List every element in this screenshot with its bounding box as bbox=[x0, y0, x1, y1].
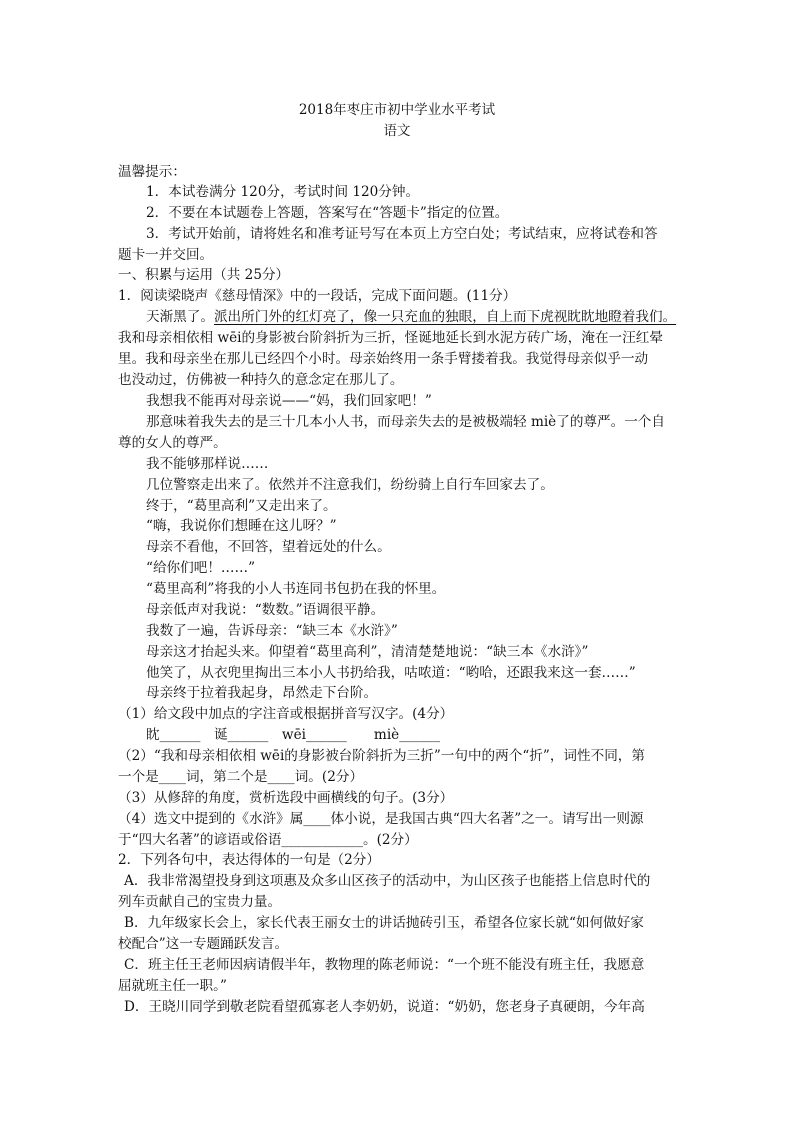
text-line bbox=[146, 558, 255, 578]
text-line-content: 我和母亲相依相 wēi的身影被台阶斜折为三折，怪诞地延长到水泥方砖广场，淹在一汪红晕 bbox=[118, 330, 663, 346]
text-line-content: “葛里高利”将我的小人书连同书包扔在我的怀里。 bbox=[146, 581, 446, 597]
text-line bbox=[146, 683, 377, 703]
text-line bbox=[118, 349, 648, 369]
text-line bbox=[146, 475, 554, 495]
text-line bbox=[146, 224, 658, 244]
text-line-content: 温馨提示： bbox=[118, 164, 186, 180]
text-line-content: 母亲不看他，不回答，望着远处的什么。 bbox=[146, 539, 391, 555]
text-line bbox=[146, 454, 268, 474]
text-line-content: （3）从修辞的角度，赏析选段中画横线的句子。(3分） bbox=[118, 790, 454, 806]
text-line bbox=[118, 286, 516, 306]
text-line-content: 天渐黑了。 bbox=[146, 309, 214, 325]
text-line-content: C．班主任王老师因病请假半年，教物理的陈老师说：“一个班不能没有班主任，我愿意 bbox=[124, 957, 645, 973]
text-line bbox=[146, 516, 337, 536]
text-line-content: 几位警察走出来了。依然并不注意我们，纷纷骑上自行车回家去了。 bbox=[146, 477, 554, 493]
text-line-content: 终于，“葛里高利”又走出来了。 bbox=[146, 498, 337, 514]
text-line bbox=[146, 579, 445, 599]
text-line bbox=[118, 704, 453, 724]
text-line-content: 母亲低声对我说：“数数。”语调很平静。 bbox=[146, 602, 385, 618]
text-line-content: B．九年级家长会上，家长代表王丽女士的讲话抛砖引玉，希望各位家长就“如何做好家 bbox=[124, 915, 644, 931]
text-line bbox=[146, 621, 398, 641]
text-line-content: 列车贡献自己的宝贵力量。 bbox=[118, 894, 282, 910]
text-line bbox=[146, 642, 588, 662]
text-line-content: “给你们吧！……” bbox=[146, 560, 256, 576]
text-line-content: 我不能够那样说…… bbox=[146, 456, 269, 472]
text-line-content: 我想我不能再对母亲说——“妈，我们回家吧！” bbox=[146, 393, 432, 409]
text-line bbox=[118, 767, 363, 787]
text-line bbox=[118, 433, 227, 453]
text-line bbox=[124, 913, 644, 933]
text-line bbox=[146, 537, 391, 557]
text-line-content: 2．下列各句中，表达得体的一句是（2分） bbox=[118, 852, 380, 868]
text-line-content: （2）“我和母亲相依相 wēi的身影被台阶斜折为三折”一句中的两个“折”，词性不同，第 bbox=[118, 748, 645, 764]
underlined-sentence: 派出所门外的红灯亮了，像一只充血的独眼，自上而下虎视眈眈地瞪着我们。 bbox=[213, 309, 677, 325]
text-line-content: 里。我和母亲坐在那儿已经四个小时。母亲始终用一条手臂搂着我。我觉得母亲似乎一动 bbox=[118, 351, 649, 367]
text-line-content: （4）选文中提到的《水浒》属____体小说，是我国古典“四大名著”之一。请写出一则源 bbox=[118, 811, 644, 827]
text-line bbox=[146, 203, 508, 223]
text-line bbox=[124, 997, 645, 1017]
text-line-content: 一、积累与运用（共 25分） bbox=[118, 267, 290, 283]
exam-subject: 语文 bbox=[383, 123, 411, 139]
text-line-content: 那意味着我失去的是三十几本小人书，而母亲失去的是被极端轻 miè了的尊严。一个自 bbox=[146, 414, 665, 430]
text-line-content: A．我非常渴望投身到这项惠及众多山区孩子的活动中，为山区孩子也能搭上信息时代的 bbox=[124, 873, 651, 889]
text-line bbox=[118, 746, 645, 766]
text-line bbox=[118, 788, 453, 808]
text-line-content: 屈就班主任一职。” bbox=[118, 978, 227, 994]
text-line bbox=[118, 830, 418, 850]
text-line bbox=[146, 391, 432, 411]
text-line-content: 题卡一并交回。 bbox=[118, 247, 214, 263]
text-line bbox=[118, 245, 213, 265]
text-line-content: 他笑了，从衣兜里掏出三本小人书扔给我，咕哝道：“哟哈，还跟我来这一套……” bbox=[146, 665, 636, 681]
text-line-content: 母亲这才抬起头来。仰望着“葛里高利”，清清楚楚地说：“缺三本《水浒》” bbox=[146, 644, 589, 660]
text-line-content: 1．阅读梁晓声《慈母情深》中的一段话，完成下面问题。(11分） bbox=[118, 288, 517, 304]
text-line bbox=[146, 307, 676, 327]
text-line-content: 1．本试卷满分 120分，考试时间 120分钟。 bbox=[146, 184, 420, 200]
text-line bbox=[124, 871, 650, 891]
text-line-content: 眈______ 诞______ wēi______ miè______ bbox=[146, 727, 440, 743]
text-line bbox=[118, 850, 380, 870]
text-line bbox=[118, 976, 227, 996]
text-line bbox=[118, 328, 663, 348]
text-line bbox=[146, 663, 636, 683]
text-line-content: 尊的女人的尊严。 bbox=[118, 435, 227, 451]
text-line-content: 也没动过，仿佛被一种持久的意念定在那儿了。 bbox=[118, 372, 404, 388]
text-line bbox=[118, 934, 288, 954]
text-line-content: 于“四大名著”的谚语或俗语____________。(2分） bbox=[118, 832, 418, 848]
text-line bbox=[118, 265, 289, 285]
exam-title: 2018年枣庄市初中学业水平考试 bbox=[298, 102, 496, 118]
text-line bbox=[146, 182, 419, 202]
text-line-content: “嗨，我说你们想睡在这儿呀？” bbox=[146, 518, 337, 534]
text-line-content: 一个是____词，第二个是____词。(2分） bbox=[118, 769, 364, 785]
text-line bbox=[146, 725, 440, 745]
text-line-content: 我数了一遍，告诉母亲：“缺三本《水浒》” bbox=[146, 623, 398, 639]
text-line bbox=[146, 496, 337, 516]
text-line bbox=[124, 955, 644, 975]
text-line bbox=[146, 412, 665, 432]
text-line-content: 3．考试开始前，请将姓名和准考证号写在本页上方空白处；考试结束，应将试卷和答 bbox=[146, 226, 658, 242]
text-line-content: D．王晓川同学到敬老院看望孤寡老人李奶奶，说道：“奶奶，您老身子真硬朗，今年高 bbox=[124, 999, 645, 1015]
text-line bbox=[118, 162, 186, 182]
text-line-content: 母亲终于拉着我起身，昂然走下台阶。 bbox=[146, 685, 378, 701]
text-line bbox=[118, 809, 644, 829]
text-line-content: 2．不要在本试题卷上答题，答案写在“答题卡”指定的位置。 bbox=[146, 205, 509, 221]
text-line bbox=[146, 600, 384, 620]
text-line-content: （1）给文段中加点的字注音或根据拼音写汉字。(4分） bbox=[118, 706, 454, 722]
text-line bbox=[118, 892, 281, 912]
text-line bbox=[118, 370, 403, 390]
text-line-content: 校配合”这一专题踊跃发言。 bbox=[118, 936, 289, 952]
